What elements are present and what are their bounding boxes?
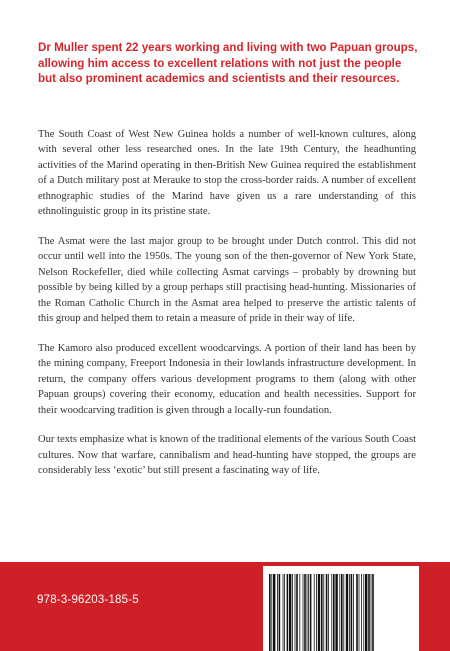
barcode-bar <box>368 574 370 651</box>
intro-text: Dr Muller spent 22 years working and living with two Papuan groups, allowing him access to excellent relations with not just the people but also prominent academics and scientists and their resources. <box>38 41 418 85</box>
barcode-bar <box>351 574 353 651</box>
barcode-bar <box>331 574 332 651</box>
barcode <box>263 566 419 651</box>
barcode-bar <box>346 574 348 651</box>
barcode-bar <box>318 574 320 651</box>
barcode-bar <box>365 574 367 651</box>
barcode-bar <box>283 574 284 651</box>
barcode-bar <box>356 574 358 651</box>
barcode-bar <box>343 574 344 651</box>
barcode-bar <box>316 574 317 651</box>
body-text <box>38 127 416 493</box>
barcode-bar <box>321 574 323 651</box>
barcode-bar <box>323 574 324 651</box>
barcode-bar <box>271 574 272 651</box>
barcode-bar <box>341 574 343 651</box>
barcode-bar <box>269 574 271 651</box>
barcode-bar <box>328 574 329 651</box>
barcode-bar <box>333 574 335 651</box>
barcode-bars <box>269 574 413 651</box>
barcode-bar <box>339 574 340 651</box>
barcode-bar <box>279 574 281 651</box>
paragraph-asmat: The Asmat were the last major group to be brought under Dutch control. This did not occur until well into the 1950s. The young son of the then-governor of New York State, Nelson Rockefeller, died while collecting Asmat carvings – probably by drowning but possible by being killed by a group perhaps still practising head-hunting. Missionaries of the Roman Catholic Church in the Asmat area helped to preserve the artistic talents of this group and helped them to retain a measure of pride in their way of life. <box>38 235 416 324</box>
isbn-number: 978-3-96203-185-5 <box>37 594 139 606</box>
barcode-bar <box>372 574 374 651</box>
barcode-bar <box>359 574 360 651</box>
paragraph-summary: Our texts emphasize what is known of the traditional elements of the various South Coast cultures. Now that warfare, cannibalism and head-hunting have stopped, the groups are considerably less ‘exotic’ but still present a fascinating way of life. <box>38 434 416 477</box>
paragraph-south-coast: The South Coast of West New Guinea holds a number of well-known cultures, along with several other less researched ones. In the late 19th Century, the headhunting activities of the Marind operating in then-British New Guinea required the establishment of a Dutch military post at Merauke to stop the cross-border raids. A number of excellent ethnographic studies of the Marind have given us a rare understanding of this ethnolinguistic group in its pristine state. <box>38 129 416 218</box>
barcode-bar <box>314 574 315 651</box>
barcode-bar <box>326 574 328 651</box>
barcode-bar <box>287 574 289 651</box>
barcode-bar <box>299 574 300 651</box>
barcode-bar <box>349 574 350 651</box>
barcode-bar <box>289 574 291 651</box>
barcode-bar <box>308 574 309 651</box>
barcode-bar <box>284 574 285 651</box>
barcode-bar <box>304 574 306 651</box>
barcode-bar <box>273 574 275 651</box>
barcode-bar <box>363 574 364 651</box>
barcode-bar <box>277 574 278 651</box>
barcode-bar <box>307 574 308 651</box>
barcode-bar <box>371 574 372 651</box>
barcode-bar <box>295 574 296 651</box>
barcode-bar <box>310 574 312 651</box>
barcode-bar <box>292 574 293 651</box>
barcode-bar <box>335 574 337 651</box>
barcode-bar <box>353 574 354 651</box>
barcode-bar <box>296 574 298 651</box>
barcode-bar <box>361 574 362 651</box>
barcode-bar <box>303 574 304 651</box>
paragraph-kamoro: The Kamoro also produced excellent woodcarvings. A portion of their land has been by the mining company, Freeport Indonesia in their lowlands infrastructure development. In return, the company offers various development programs to them (along with other Papuan groups) covering their economy, education and health necessities. Support for their woodcarving tradition is given through a locally-run foundation. <box>38 342 416 416</box>
